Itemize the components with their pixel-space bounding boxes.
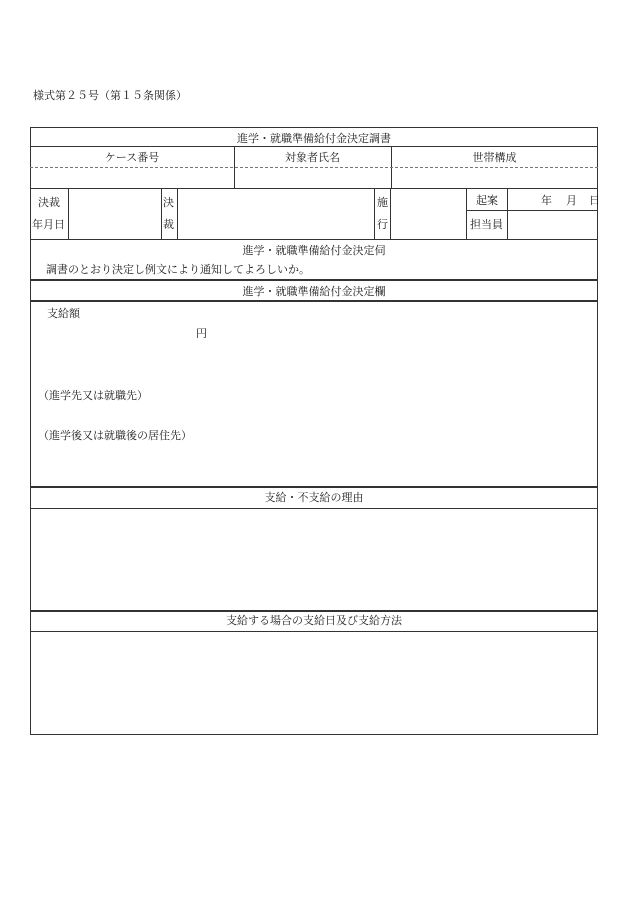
- amount-label: 支給額: [47, 307, 80, 320]
- person-in-charge-field[interactable]: [508, 211, 597, 238]
- divider: [466, 188, 467, 239]
- inquiry-heading: 進学・就職準備給付金決定伺: [242, 244, 386, 257]
- form-label: 様式第２５号（第１５条関係）: [33, 89, 187, 102]
- date-month-label: 月: [566, 194, 577, 207]
- reason-heading: 支給・不支給の理由: [264, 491, 364, 504]
- divider: [30, 610, 598, 612]
- kessai-field[interactable]: [178, 189, 373, 238]
- subject-name-field[interactable]: [235, 168, 390, 188]
- form-title: 進学・就職準備給付金決定調書: [237, 132, 391, 145]
- yen-label: 円: [196, 327, 207, 340]
- divider: [30, 300, 598, 302]
- decision-heading: 進学・就職準備給付金決定欄: [242, 285, 386, 298]
- reason-field[interactable]: [31, 509, 597, 609]
- kessai-label-2: 裁: [163, 218, 174, 231]
- person-in-charge-label: 担当員: [470, 218, 503, 231]
- household-field[interactable]: [392, 168, 597, 188]
- decision-date-field[interactable]: [69, 189, 160, 238]
- case-number-field[interactable]: [31, 168, 233, 188]
- payment-field[interactable]: [31, 632, 597, 733]
- divider: [30, 146, 598, 147]
- case-number-header: ケース番号: [104, 151, 160, 164]
- divider: [30, 486, 598, 488]
- inquiry-text: 調書のとおり決定し例文により通知してよろしいか。: [46, 263, 310, 276]
- subject-name-header: 対象者氏名: [285, 151, 340, 164]
- divider: [30, 239, 598, 240]
- decision-date-label-1: 決裁: [38, 196, 60, 209]
- date-year-label: 年: [541, 194, 552, 207]
- kessai-label-1: 決: [163, 196, 174, 209]
- shiko-field[interactable]: [391, 189, 465, 238]
- school-or-employer-label: （進学先又は就職先）: [38, 389, 148, 402]
- drafted-label: 起案: [476, 194, 498, 207]
- shiko-label-1: 施: [377, 196, 388, 209]
- payment-heading: 支給する場合の支給日及び支給方法: [226, 614, 402, 627]
- divider: [374, 188, 375, 239]
- divider: [161, 188, 162, 239]
- decision-date-label-2: 年月日: [32, 218, 65, 231]
- residence-label: （進学後又は就職後の居住先）: [38, 429, 192, 442]
- date-day-label: 日: [589, 194, 600, 207]
- shiko-label-2: 行: [377, 218, 388, 231]
- household-header: 世帯構成: [472, 151, 517, 164]
- divider: [30, 279, 598, 281]
